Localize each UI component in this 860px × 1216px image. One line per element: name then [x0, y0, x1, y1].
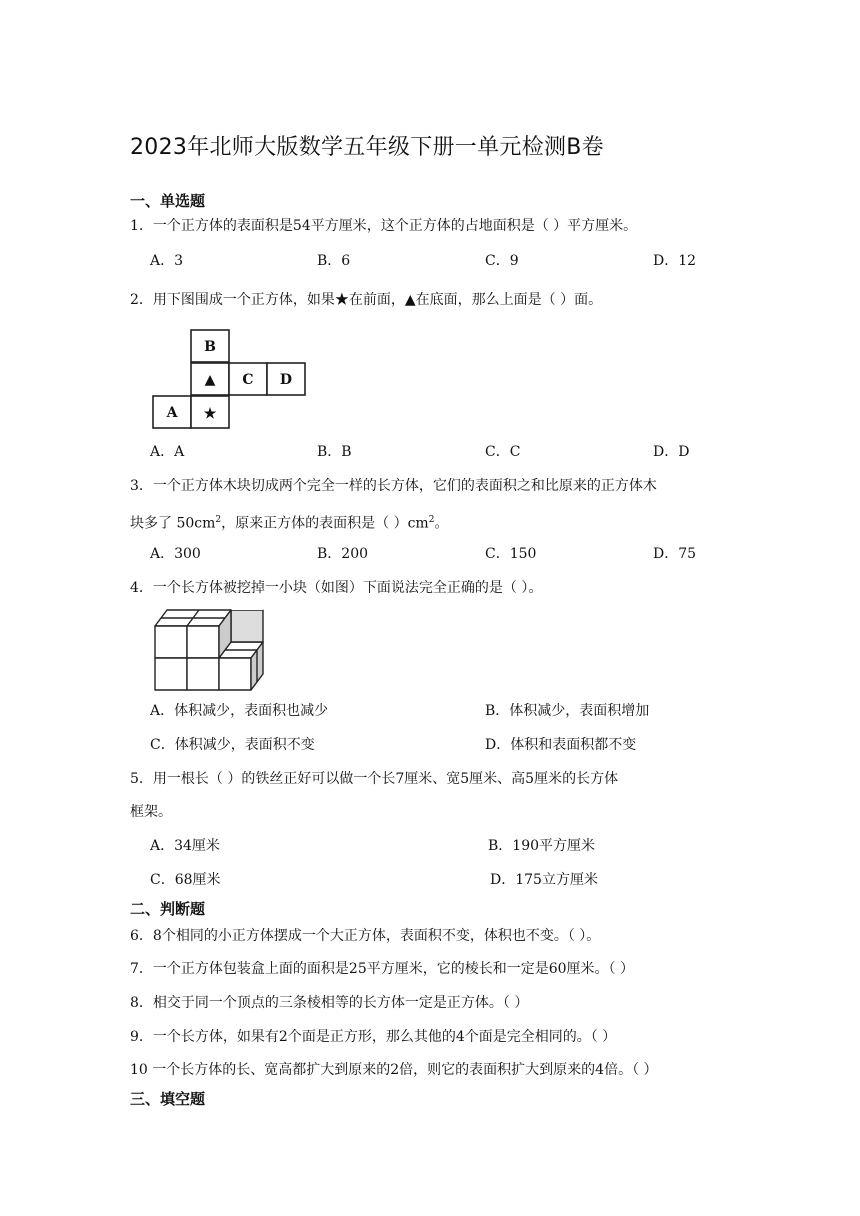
question-3-text-line-2 [130, 510, 448, 534]
question-7-text: 7．一个正方体包装盒上面的面积是25平方厘米，它的棱长和一定是60厘米。（ ） [130, 961, 634, 977]
question-3-text-line-1: 3．一个正方体木块切成两个完全一样的长方体，它们的表面积之和比原来的正方体木 [130, 478, 657, 494]
question-2-option-a: A．A [150, 444, 185, 460]
section-heading-single-choice: 一、单选题 [130, 192, 206, 210]
question-3-text-part-2: ，原来正方体的表面积是（ ）cm [221, 515, 429, 532]
question-8-text: 8．相交于同一个顶点的三条棱相等的长方体一定是正方体。（ ） [130, 995, 529, 1011]
question-3-option-c: C．150 [485, 546, 537, 562]
question-3-text-part-1: 块多了 50cm [130, 515, 216, 532]
question-2-option-b: B．B [317, 444, 352, 460]
question-3-superscript-2: 2 [428, 515, 435, 525]
question-3-superscript-1: 2 [215, 515, 222, 525]
net-label-star: ★ [203, 406, 217, 422]
question-3-option-a: A．300 [150, 546, 201, 562]
question-5-option-d: D．175立方厘米 [490, 872, 598, 888]
question-2-option-c: C．C [485, 444, 521, 460]
question-1-option-c: C．9 [485, 253, 519, 269]
question-1-option-a: A．3 [150, 253, 184, 269]
question-5-text-line-1: 5．用一根长（ ）的铁丝正好可以做一个长7厘米、宽5厘米、高5厘米的长方体 [130, 771, 619, 787]
question-3-text-part-3: 。 [434, 515, 449, 532]
question-4-option-a: A．体积减少，表面积也减少 [150, 703, 329, 719]
question-10-text: 10 一个长方体的长、宽高都扩大到原来的2倍，则它的表面积扩大到原来的4倍。（ ） [130, 1062, 658, 1078]
section-heading-fill-blank: 三、填空题 [130, 1090, 206, 1108]
net-label-c: C [242, 372, 254, 388]
question-1-option-b: B．6 [317, 253, 351, 269]
net-label-b: B [204, 339, 216, 355]
question-5-option-c: C．68厘米 [150, 872, 221, 888]
question-9-text: 9．一个长方体，如果有2个面是正方形，那么其他的4个面是完全相同的。（ ） [130, 1029, 617, 1045]
net-label-a: A [166, 405, 178, 421]
question-3-option-b: B．200 [317, 546, 369, 562]
cube-net-figure [150, 328, 310, 430]
section-heading-true-false: 二、判断题 [130, 900, 206, 918]
question-5-option-a: A．34厘米 [150, 838, 220, 854]
net-label-d: D [279, 372, 293, 388]
question-2-option-d: D．D [653, 444, 690, 460]
question-3-option-d: D．75 [653, 546, 697, 562]
question-4-option-c: C．体积减少，表面积不变 [150, 737, 315, 753]
question-6-text: 6．8个相同的小正方体摆成一个大正方体，表面积不变，体积也不变。（ ）。 [130, 928, 601, 944]
question-1-option-d: D．12 [653, 253, 697, 269]
question-5-option-b: B．190平方厘米 [488, 838, 596, 854]
question-5-text-line-2: 框架。 [130, 804, 172, 820]
question-1-text: 1．一个正方体的表面积是54平方厘米，这个正方体的占地面积是（ ）平方厘米。 [130, 218, 638, 234]
cuboid-figure [150, 604, 270, 694]
net-label-triangle: ▲ [204, 372, 216, 388]
question-2-text: 2．用下图围成一个正方体，如果★在前面，▲在底面，那么上面是（ ）面。 [130, 292, 603, 308]
question-4-text: 4．一个长方体被挖掉一小块（如图）下面说法完全正确的是（ ）。 [130, 580, 543, 596]
question-4-option-d: D．体积和表面积都不变 [485, 737, 637, 753]
page-title: 2023年北师大版数学五年级下册一单元检测B卷 [130, 135, 604, 160]
question-4-option-b: B．体积减少，表面积增加 [485, 703, 650, 719]
